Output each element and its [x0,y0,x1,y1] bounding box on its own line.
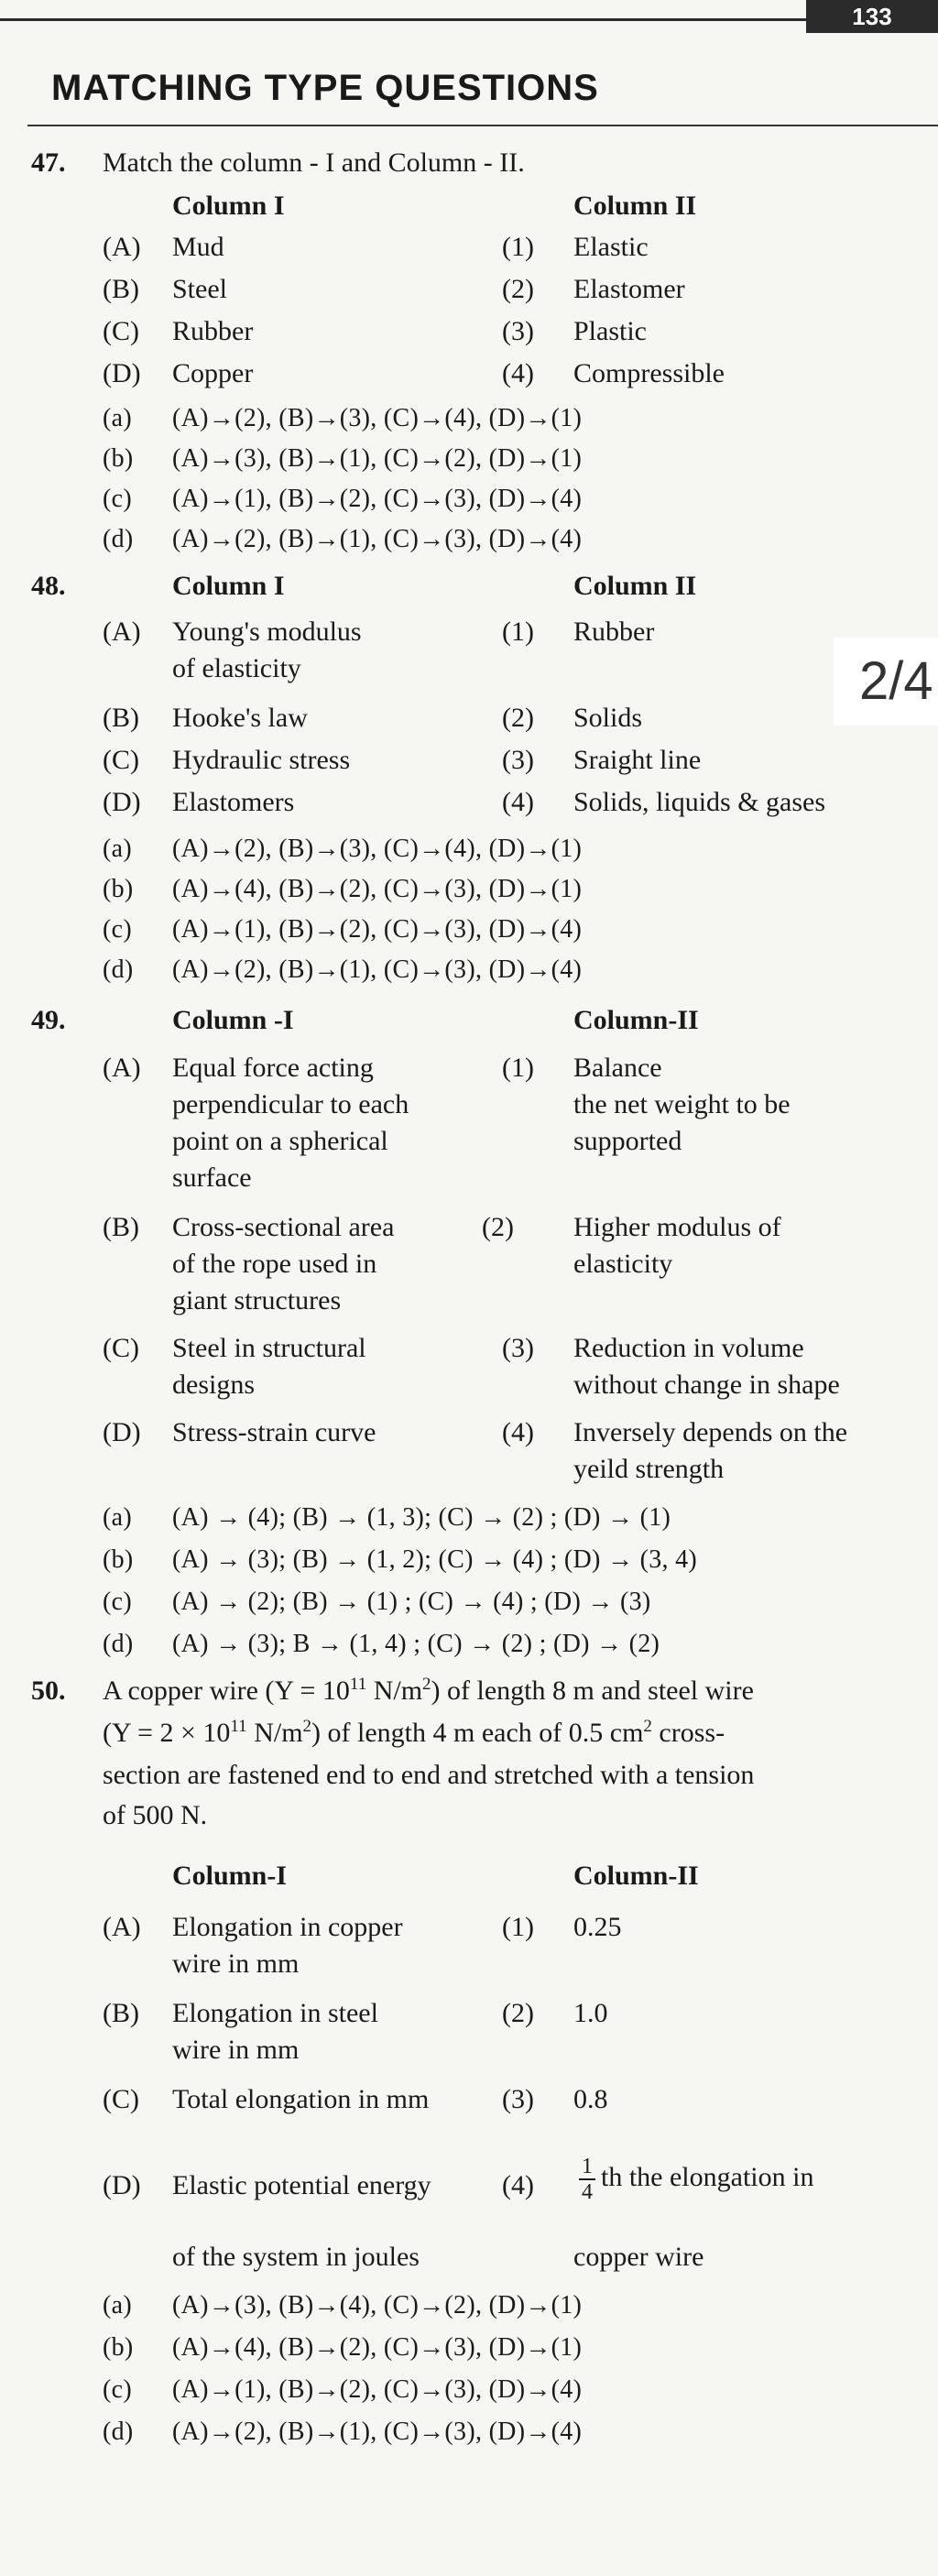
row-letter: (D) [103,358,141,388]
column-ii-item: 0.8 [573,2084,608,2114]
row-letter: (C) [103,1333,139,1363]
column-i-item: Mud [172,232,224,262]
option-label: (c) [103,915,132,944]
column-ii-item: Elastic [573,232,649,262]
option-label: (a) [103,2291,132,2319]
page-header [0,0,938,33]
column-i-line: of the rope used in [172,1249,377,1279]
option-label: (d) [103,955,134,984]
text-run: cross- [651,1718,725,1748]
column-ii-line: Balance [573,1053,662,1083]
option-text: (A)→(1), (B)→(2), (C)→(3), (D)→(4) [172,915,583,944]
column-i-item: Hooke's law [172,703,308,733]
column-i-line: Total elongation in mm [172,2084,430,2114]
column-i-line: surface [172,1162,252,1193]
column-ii-line: the net weight to be [573,1089,791,1119]
row-letter: (C) [103,745,139,775]
row-number: (1) [502,1053,534,1083]
column-i-line: Elongation in steel [172,1998,378,2028]
text-run: N/m [366,1675,423,1706]
question-line [103,1675,754,1708]
superscript: 11 [230,1717,247,1736]
column-ii-header: Column-II [573,1005,699,1035]
column-ii-item [573,2155,813,2204]
option-text: (A)→(2), (B)→(3), (C)→(4), (D)→(1) [172,404,583,432]
column-i-line: wire in mm [172,1948,300,1979]
column-ii-item: Solids, liquids & gases [573,787,826,817]
column-i-header: Column-I [172,1861,288,1891]
column-i-header: Column I [172,571,285,601]
column-i-item: Copper [172,358,254,388]
question-number: 49. [31,1005,66,1035]
column-ii-header: Column-II [573,1861,699,1891]
section-title: MATCHING TYPE QUESTIONS [51,68,599,108]
option-text: (A) → (3); B → (1, 4) ; (C) → (2) ; (D) → (2) [172,1630,660,1658]
column-i-line: Elastic potential energy [172,2170,431,2200]
column-i-item: Steel [172,274,227,304]
option-text: (A)→(3), (B)→(1), (C)→(2), (D)→(1) [172,444,583,473]
question-line: section are fastened end to end and stretched with a tension [103,1760,755,1790]
option-label: (d) [103,2418,134,2446]
column-i-line: designs [172,1370,255,1400]
column-i-item: Hydraulic stress [172,745,351,775]
column-i-line: of the system in joules [172,2242,420,2272]
row-number: (4) [502,1417,534,1447]
column-i-line: Equal force acting [172,1053,374,1083]
text-run: ) of length 4 m each of 0.5 cm [311,1718,644,1748]
column-ii-line: elasticity [573,1249,673,1279]
option-label: (c) [103,2375,132,2404]
option-text: (A)→(4), (B)→(2), (C)→(3), (D)→(1) [172,875,583,903]
column-i-line: Elongation in copper [172,1912,403,1942]
column-i-line: Steel in structural [172,1333,366,1363]
text-run: ) of length 8 m and steel wire [431,1675,754,1706]
row-letter: (D) [103,787,141,817]
option-label: (d) [103,1630,134,1658]
row-letter: (B) [103,703,139,733]
column-ii-item: Plastic [573,316,647,346]
header-rule [0,18,806,21]
row-number: (2) [502,703,534,733]
option-label: (c) [103,485,132,513]
superscript: 2 [302,1717,312,1736]
option-text: (A)→(2), (B)→(3), (C)→(4), (D)→(1) [172,835,583,863]
row-letter: (A) [103,232,141,262]
option-label: (a) [103,1503,132,1532]
column-i-item-cont: of elasticity [172,653,301,683]
row-letter: (B) [103,1998,139,2028]
column-ii-line: yeild strength [573,1454,725,1484]
row-number: (2) [502,1998,534,2028]
column-ii-item: 1.0 [573,1998,608,2028]
option-text: (A)→(4), (B)→(2), (C)→(3), (D)→(1) [172,2333,583,2362]
option-text: (A)→(3), (B)→(4), (C)→(2), (D)→(1) [172,2291,583,2319]
text-run: th the elongation in [601,2161,814,2192]
row-letter: (C) [103,2084,139,2114]
row-number: (3) [502,745,534,775]
option-text: (A)→(2), (B)→(1), (C)→(3), (D)→(4) [172,955,583,984]
column-i-line: Cross-sectional area [172,1212,395,1242]
fraction-denominator: 4 [582,2180,593,2204]
row-letter: (B) [103,274,139,304]
option-text: (A)→(2), (B)→(1), (C)→(3), (D)→(4) [172,2418,583,2446]
column-ii-line: supported [573,1126,682,1156]
row-number: (1) [502,1912,534,1942]
row-number: (4) [502,2170,534,2200]
column-ii-header: Column II [573,571,697,601]
superscript: 2 [643,1717,652,1736]
option-text: (A) → (3); (B) → (1, 2); (C) → (4) ; (D) → (3, 4) [172,1545,698,1574]
row-letter: (A) [103,1053,141,1083]
column-i-item: Young's modulus [172,617,362,647]
column-ii-line: without change in shape [573,1370,840,1400]
question-line: of 500 N. [103,1800,208,1830]
row-letter: (C) [103,316,139,346]
column-ii-line: Reduction in volume [573,1333,804,1363]
column-ii-line: Higher modulus of [573,1212,781,1242]
column-i-line: giant structures [172,1285,342,1315]
text-run: A copper wire (Y = 10 [103,1675,350,1706]
row-number: (2) [502,274,534,304]
fraction-numerator: 1 [579,2155,595,2180]
column-i-header: Column -I [172,1005,294,1035]
column-i-line: perpendicular to each [172,1089,409,1119]
row-number: (3) [502,2084,534,2114]
page-number: 133 [806,0,938,33]
option-label: (b) [103,444,134,473]
option-text: (A)→(2), (B)→(1), (C)→(3), (D)→(4) [172,525,583,553]
section-rule [27,125,938,126]
row-letter: (A) [103,617,141,647]
option-label: (b) [103,875,134,903]
column-ii-item: Compressible [573,358,725,388]
column-ii-item: Rubber [573,617,655,647]
column-ii-item: Solids [573,703,643,733]
column-i-header: Column I [172,191,285,221]
column-i-line: point on a spherical [172,1126,388,1156]
option-text: (A) → (4); (B) → (1, 3); (C) → (2) ; (D) → (1) [172,1503,671,1532]
option-label: (a) [103,835,132,863]
option-text: (A)→(1), (B)→(2), (C)→(3), (D)→(4) [172,2375,583,2404]
question-prompt: Match the column - I and Column - II. [103,147,525,178]
column-ii-line: Inversely depends on the [573,1417,848,1447]
question-number: 47. [31,147,66,178]
column-i-item: Elastomers [172,787,295,817]
row-number: (2) [482,1212,514,1242]
column-i-line: wire in mm [172,2035,300,2065]
side-note-text: 2/4 [859,651,933,711]
option-label: (c) [103,1588,132,1616]
row-number: (1) [502,232,534,262]
row-number: (4) [502,358,534,388]
option-text: (A)→(1), (B)→(2), (C)→(3), (D)→(4) [172,485,583,513]
option-label: (b) [103,1545,134,1574]
text-run: (Y = 2 × 10 [103,1718,231,1748]
option-label: (d) [103,525,134,553]
column-ii-item: Elastomer [573,274,685,304]
side-note [834,638,938,726]
column-ii-item: 0.25 [573,1912,622,1942]
text-run: N/m [246,1718,303,1748]
row-letter: (D) [103,2170,141,2200]
question-number: 48. [31,571,66,601]
row-number: (4) [502,787,534,817]
question-number: 50. [31,1675,66,1706]
row-number: (3) [502,316,534,346]
option-label: (a) [103,404,132,432]
superscript: 2 [422,1675,431,1694]
option-text: (A) → (2); (B) → (1) ; (C) → (4) ; (D) → (3) [172,1588,651,1616]
column-ii-header: Column II [573,191,697,221]
row-letter: (A) [103,1912,141,1942]
fraction [579,2155,595,2204]
row-letter: (D) [103,1417,141,1447]
column-i-line: Stress-strain curve [172,1417,376,1447]
row-letter: (B) [103,1212,139,1242]
column-ii-line: copper wire [573,2242,704,2272]
question-line [103,1717,725,1750]
column-ii-item: Sraight line [573,745,702,775]
superscript: 11 [349,1675,367,1694]
row-number: (3) [502,1333,534,1363]
column-i-item: Rubber [172,316,254,346]
row-number: (1) [502,617,534,647]
option-label: (b) [103,2333,134,2362]
